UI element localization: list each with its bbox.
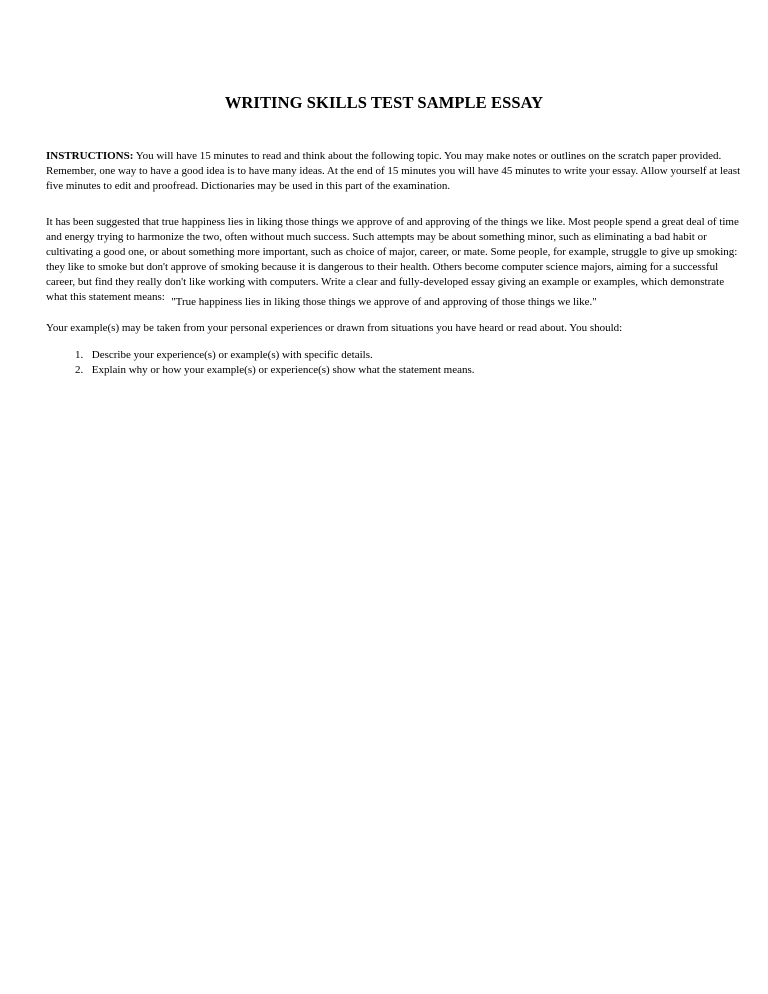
list-item-number: 1. <box>75 349 84 361</box>
list-item <box>75 348 735 363</box>
list-item-text: Explain why or how your example(s) or experience(s) show what the statement means. <box>91 364 475 376</box>
instructions-text: You will have 15 minutes to read and think about the following topic. You may make notes or outlines on the scratch paper provided. Remember, one way to have a good idea is to have many ideas. At the end of 15 minutes you will have 45 minutes to write your essay. Allow yourself at least five minutes to edit and proofread. Dictionaries may be used in this part of the examination. <box>46 150 741 192</box>
examples-intro: Your example(s) may be taken from your personal experiences or drawn from situations you have heard or read about. You should: <box>46 322 623 334</box>
steps-list <box>75 348 735 378</box>
instructions-paragraph <box>46 149 746 194</box>
prompt-paragraph: It has been suggested that true happiness lies in liking those things we approve of and approving of the things we like. Most people spend a great deal of time and energy trying to harmonize the two, often without much success. Such attempts may be about something minor, such as eliminating a bad habit or cultivating a good one, or about something more important, such as choice of major, career, or mate. Some people, for example, struggle to give up smoking: they like to smoke but don't approve of smoking because it is dangerous to their health. Others become computer science majors, aiming for a successful career, but find they really don't like working with computers. Write a clear and fully-developed essay giving an example or examples, which demonstrate what this statement means: <box>46 216 739 303</box>
document-title: WRITING SKILLS TEST SAMPLE ESSAY <box>224 93 544 112</box>
list-item <box>75 363 735 378</box>
essay-quote: "True happiness lies in liking those things we approve of and approving of those things we like." <box>171 296 597 308</box>
instructions-label: INSTRUCTIONS: <box>46 150 134 162</box>
list-item-text: Describe your experience(s) or example(s) with specific details. <box>91 349 373 361</box>
list-item-number: 2. <box>75 364 84 376</box>
